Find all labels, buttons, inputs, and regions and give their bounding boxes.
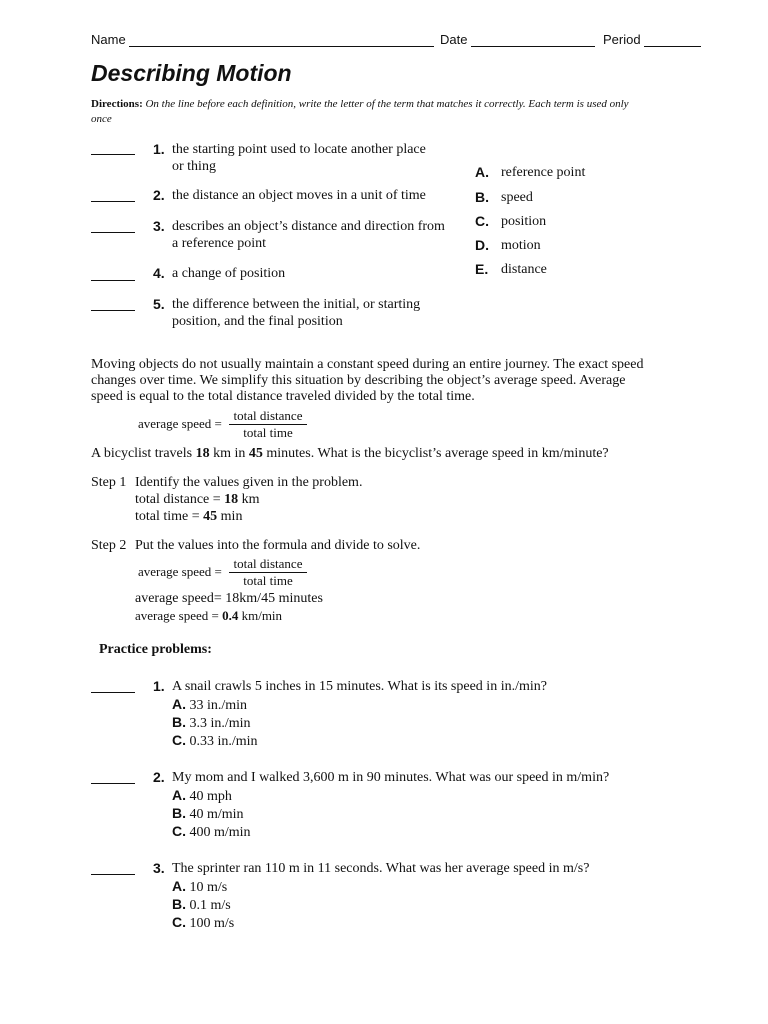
option-letter: B. bbox=[172, 805, 186, 821]
item-number: 4. bbox=[153, 265, 165, 281]
answer-blank[interactable] bbox=[91, 201, 135, 202]
term-text: reference point bbox=[501, 165, 586, 180]
answer-option bbox=[172, 896, 231, 914]
item-number: 3. bbox=[153, 218, 165, 234]
option-letter: A. bbox=[172, 878, 186, 894]
term-letter: D. bbox=[475, 237, 489, 253]
answer-line bbox=[135, 607, 282, 624]
option-text: 0.1 m/s bbox=[189, 898, 231, 913]
definition-line: the starting point used to locate another place bbox=[172, 142, 426, 157]
directions-text: On the line before each definition, write the letter of the term that matches it correctly. Each term is used only once bbox=[91, 98, 629, 125]
practice-title: Practice problems: bbox=[99, 642, 212, 657]
example-problem bbox=[91, 445, 609, 462]
step-text: Put the values into the formula and divide to solve. bbox=[135, 538, 421, 553]
given-unit: min bbox=[217, 509, 243, 524]
problem-time: 45 bbox=[248, 446, 263, 461]
definition-line: the difference between the initial, or starting bbox=[172, 297, 421, 312]
definition-line: a change of position bbox=[172, 266, 286, 281]
option-letter: A. bbox=[172, 696, 186, 712]
answer-blank[interactable] bbox=[91, 783, 135, 784]
given-distance bbox=[135, 491, 260, 508]
answer-blank[interactable] bbox=[91, 154, 135, 155]
option-text: 10 m/s bbox=[189, 880, 228, 895]
definition-line: describes an object’s distance and direction from bbox=[172, 219, 445, 234]
term-text: speed bbox=[501, 190, 533, 205]
name-field[interactable] bbox=[129, 46, 434, 47]
option-text: 33 in./min bbox=[189, 698, 248, 713]
answer-option bbox=[172, 696, 247, 714]
date-label: Date bbox=[440, 32, 468, 47]
answer-blank[interactable] bbox=[91, 874, 135, 875]
term-letter: A. bbox=[475, 164, 489, 180]
step-text: Identify the values given in the problem. bbox=[135, 475, 363, 490]
option-letter: B. bbox=[172, 896, 186, 912]
problem-question: The sprinter ran 110 m in 11 seconds. What was her average speed in m/s? bbox=[172, 861, 590, 876]
problem-question: A snail crawls 5 inches in 15 minutes. What is its speed in in./min? bbox=[172, 679, 547, 694]
answer-option bbox=[172, 805, 244, 823]
directions-label: Directions: bbox=[91, 98, 143, 110]
term-letter: B. bbox=[475, 189, 489, 205]
period-field[interactable] bbox=[644, 46, 701, 47]
answer-option bbox=[172, 732, 258, 750]
term-text: position bbox=[501, 214, 547, 229]
period-label: Period bbox=[603, 32, 641, 47]
answer-unit: km/min bbox=[238, 608, 283, 623]
item-number: 1. bbox=[153, 141, 165, 157]
given-unit: km bbox=[238, 492, 260, 507]
answer-label: average speed = bbox=[135, 608, 223, 623]
answer-option bbox=[172, 878, 227, 896]
definition-line: or thing bbox=[172, 159, 216, 174]
given-time bbox=[135, 508, 242, 525]
worksheet-header bbox=[91, 32, 701, 50]
formula-denominator: total time bbox=[243, 573, 293, 588]
option-letter: C. bbox=[172, 732, 186, 748]
formula-lhs: average speed = bbox=[138, 416, 222, 431]
step-label: Step 2 bbox=[91, 538, 127, 553]
term-letter: C. bbox=[475, 213, 489, 229]
term-text: distance bbox=[501, 262, 547, 277]
explanation-paragraph: Moving objects do not usually maintain a constant speed during an entire journey. The exact speed changes over time. We simplify this situation by describing the object’s average speed. Average speed is equal to the total distance traveled divided by the total time. bbox=[91, 357, 644, 404]
term-letter: E. bbox=[475, 261, 489, 277]
option-text: 400 m/min bbox=[189, 825, 251, 840]
problem-number: 2. bbox=[153, 769, 165, 785]
definition-line: the distance an object moves in a unit of time bbox=[172, 188, 426, 203]
date-field[interactable] bbox=[471, 46, 595, 47]
definition-line: a reference point bbox=[172, 236, 267, 251]
problem-text: minutes. What is the bicyclist’s average speed in km/minute? bbox=[262, 446, 609, 461]
answer-option bbox=[172, 823, 251, 841]
option-letter: A. bbox=[172, 787, 186, 803]
option-text: 40 m/min bbox=[189, 807, 244, 822]
item-number: 5. bbox=[153, 296, 165, 312]
option-letter: C. bbox=[172, 914, 186, 930]
answer-blank[interactable] bbox=[91, 280, 135, 281]
problem-number: 1. bbox=[153, 678, 165, 694]
problem-distance: 18 bbox=[195, 446, 210, 461]
option-text: 40 mph bbox=[189, 789, 232, 804]
step-label: Step 1 bbox=[91, 475, 127, 490]
term-text: motion bbox=[501, 238, 541, 253]
given-label: total distance = bbox=[135, 492, 225, 507]
problem-number: 3. bbox=[153, 860, 165, 876]
formula-numerator: total distance bbox=[229, 556, 307, 573]
item-number: 2. bbox=[153, 187, 165, 203]
formula-fraction bbox=[229, 408, 307, 441]
answer-blank[interactable] bbox=[91, 310, 135, 311]
formula-lhs: average speed = bbox=[138, 564, 222, 579]
answer-option bbox=[172, 914, 234, 932]
answer-option bbox=[172, 714, 251, 732]
formula-numerator: total distance bbox=[229, 408, 307, 425]
option-letter: B. bbox=[172, 714, 186, 730]
problem-text: A bicyclist travels bbox=[91, 446, 196, 461]
calculation-line: average speed= 18km/45 minutes bbox=[135, 591, 323, 606]
answer-blank[interactable] bbox=[91, 692, 135, 693]
answer-value: 0.4 bbox=[222, 608, 239, 623]
problem-text: km in bbox=[209, 446, 249, 461]
definition-line: position, and the final position bbox=[172, 314, 343, 329]
given-value: 18 bbox=[224, 492, 239, 507]
formula-denominator: total time bbox=[243, 425, 293, 440]
option-text: 0.33 in./min bbox=[189, 734, 258, 749]
given-label: total time = bbox=[135, 509, 204, 524]
answer-blank[interactable] bbox=[91, 232, 135, 233]
name-label: Name bbox=[91, 32, 126, 47]
given-value: 45 bbox=[203, 509, 218, 524]
formula-fraction bbox=[229, 556, 307, 589]
option-letter: C. bbox=[172, 823, 186, 839]
page-title: Describing Motion bbox=[91, 60, 292, 86]
directions bbox=[91, 97, 636, 127]
problem-question: My mom and I walked 3,600 m in 90 minutes. What was our speed in m/min? bbox=[172, 770, 610, 785]
answer-option bbox=[172, 787, 232, 805]
option-text: 100 m/s bbox=[189, 916, 235, 931]
option-text: 3.3 in./min bbox=[189, 716, 251, 731]
